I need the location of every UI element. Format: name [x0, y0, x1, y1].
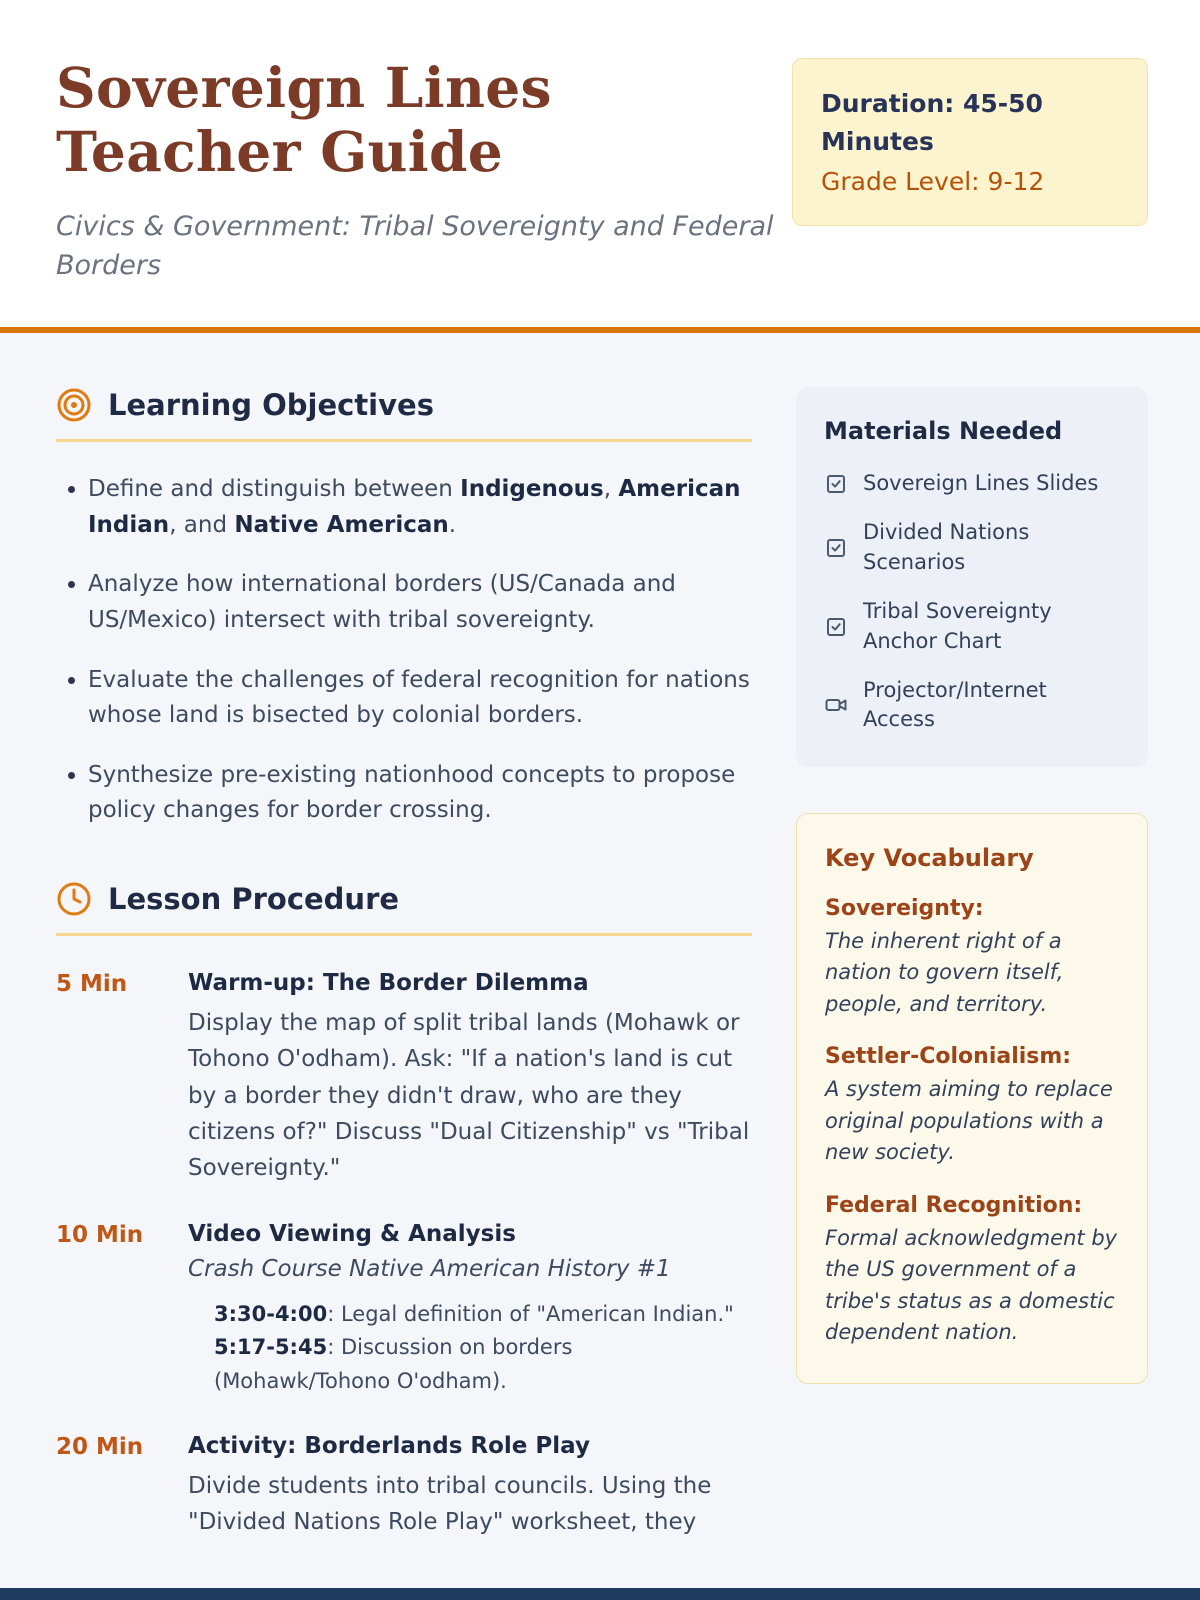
title-block	[56, 56, 786, 285]
lesson-procedure-section	[56, 881, 752, 1540]
learning-objectives-section	[56, 387, 752, 829]
material-label: Sovereign Lines Slides	[863, 470, 1099, 495]
material-item	[824, 676, 1120, 735]
material-label: Tribal Sovereignty Anchor Chart	[863, 599, 1052, 653]
step-content	[188, 970, 752, 1187]
learning-objectives-heading	[56, 387, 752, 442]
duration-label: Duration:	[821, 89, 955, 118]
step-time: 10 Min	[56, 1221, 144, 1248]
key-vocabulary-card	[796, 813, 1148, 1384]
main-content	[0, 333, 1200, 1600]
step-title: Warm-up: The Border Dilemma	[188, 970, 589, 997]
step-content	[188, 1221, 752, 1399]
lesson-procedure-heading-text: Lesson Procedure	[108, 882, 400, 917]
material-label: Projector/Internet Access	[863, 677, 1047, 732]
objective-item: • Define and distinguish between Indigenous, American Indian, and Native American.	[88, 472, 752, 543]
step-video-title: Crash Course Native American History #1	[188, 1255, 671, 1282]
materials-needed-card	[796, 387, 1148, 767]
checkbox-icon	[824, 472, 848, 496]
vocab-definition: A system aiming to replace original populations with a new society.	[825, 1077, 1113, 1165]
step-time: 5 Min	[56, 971, 128, 998]
duration-line	[821, 85, 1119, 160]
clock-icon	[56, 881, 92, 917]
header	[0, 0, 1200, 327]
objective-item: • Evaluate the challenges of federal recognition for nations whose land is bisected by colonial borders.	[88, 663, 752, 734]
video-camera-icon	[824, 693, 848, 717]
material-item	[824, 518, 1120, 577]
vocab-entry	[825, 1044, 1119, 1169]
duration-value: 45-50 Minutes	[821, 89, 1043, 156]
checkbox-icon	[824, 615, 848, 639]
materials-needed-heading: Materials Needed	[824, 416, 1063, 445]
video-timestamps	[214, 1298, 752, 1399]
timestamp-line: 3:30-4:00: Legal definition of "American Indian."	[214, 1301, 734, 1326]
vocab-entry	[825, 1193, 1119, 1349]
objectives-list	[66, 472, 752, 829]
grade-line	[821, 164, 1119, 199]
vocab-term: Settler-Colonialism:	[825, 1044, 1072, 1070]
duration-grade-box	[792, 58, 1148, 226]
vocab-term: Sovereignty:	[825, 895, 984, 921]
objective-item: • Analyze how international borders (US/Canada and US/Mexico) intersect with tribal sovereignty.	[88, 567, 752, 638]
target-icon	[56, 387, 92, 423]
vocab-definition: The inherent right of a nation to govern itself, people, and territory.	[825, 928, 1064, 1016]
step-time: 20 Min	[56, 1433, 144, 1460]
vocab-entry	[825, 896, 1119, 1021]
lesson-procedure-heading	[56, 881, 752, 936]
left-column	[56, 387, 752, 1540]
grade-value: 9-12	[987, 167, 1045, 196]
checkbox-icon	[824, 536, 848, 560]
grade-label: Grade Level:	[821, 167, 980, 196]
timestamp-line: 5:17-5:45: Discussion on borders (Mohawk/Tohono O'odham).	[214, 1335, 573, 1393]
objective-item: • Synthesize pre-existing nationhood concepts to propose policy changes for border crossing.	[88, 758, 752, 829]
sidebar	[796, 387, 1148, 1384]
vocab-term: Federal Recognition:	[825, 1192, 1083, 1218]
vocab-definition: Formal acknowledgment by the US government of a tribe's status as a domestic dependent nation.	[825, 1225, 1118, 1345]
page-title: Sovereign Lines Teacher Guide	[56, 55, 552, 185]
bottom-navy-bar	[0, 1588, 1200, 1600]
step-body: Divide students into tribal councils. Using the "Divided Nations Role Play" worksheet, they	[188, 1472, 712, 1535]
material-item	[824, 597, 1120, 656]
procedure-step	[56, 1221, 752, 1399]
step-title: Activity: Borderlands Role Play	[188, 1432, 590, 1459]
key-vocabulary-heading: Key Vocabulary	[825, 843, 1034, 872]
learning-objectives-heading-text: Learning Objectives	[108, 387, 434, 422]
material-label: Divided Nations Scenarios	[863, 520, 1030, 574]
step-title: Video Viewing & Analysis	[188, 1220, 516, 1247]
procedure-step	[56, 970, 752, 1187]
page-subtitle: Civics & Government: Tribal Sovereignty and Federal Borders	[56, 210, 774, 281]
step-body: Display the map of split tribal lands (Mohawk or Tohono O'odham). Ask: "If a nation's land is cut by a border they didn't draw, who are they citizens of?" Discuss "Dual Citizenship" vs "Tribal Sovereignty."	[188, 1010, 750, 1182]
step-content	[188, 1433, 752, 1541]
material-item	[824, 469, 1120, 498]
procedure-step	[56, 1433, 752, 1541]
